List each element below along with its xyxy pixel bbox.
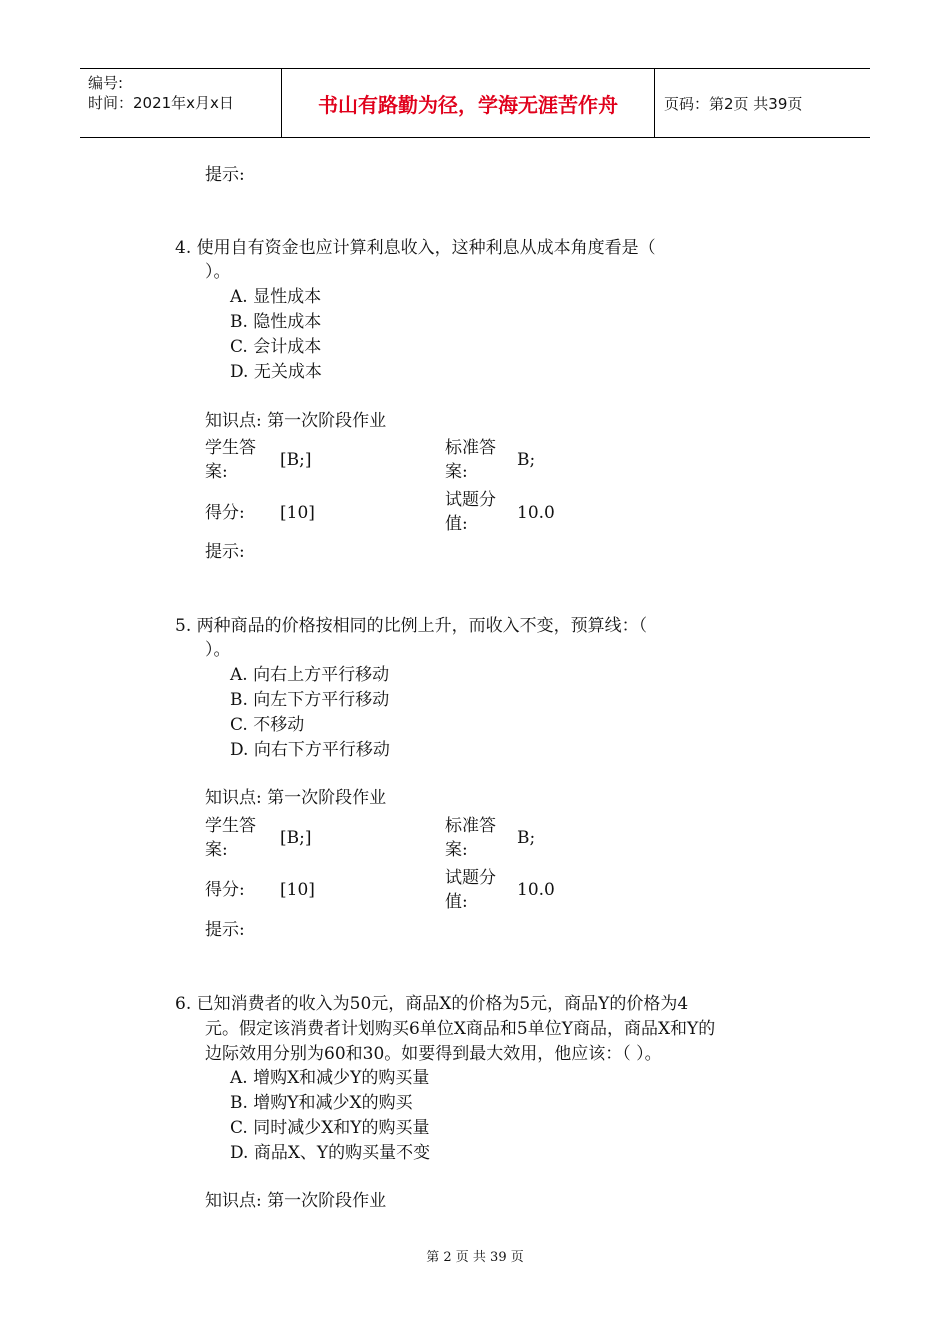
hint-label: 提示: [205,165,245,185]
page-footer: 第 2 页 共 39 页 [426,1250,524,1265]
score: [10] [280,503,315,523]
hint-label: 提示: [205,542,245,562]
question-text: 5. 两种商品的价格按相同的比例上升，而收入不变，预算线：（ [175,616,648,636]
student-answer-label: 学生答 [205,438,256,458]
question-text: 4. 使用自有资金也应计算利息收入，这种利息从成本角度看是（ [175,238,656,258]
standard-answer: B; [517,450,536,470]
score-label: 得分: [205,880,245,900]
option-c: C. 同时减少X和Y的购买量 [230,1118,430,1138]
score: [10] [280,880,315,900]
knowledge-point: 知识点: 第一次阶段作业 [205,788,387,808]
value-label: 试题分 [445,868,496,888]
time-label: 时间：2021年x月x日 [88,94,234,112]
option-b: B. 向左下方平行移动 [230,690,390,710]
option-b: B. 隐性成本 [230,312,322,332]
student-answer-label: 案: [205,462,228,482]
value-label: 值: [445,892,468,912]
standard-answer-label: 案: [445,840,468,860]
question-text: 边际效用分别为60和30。如要得到最大效用，他应该：（ ）。 [205,1044,662,1064]
header-divider [654,69,655,137]
student-answer: [B;] [280,828,312,848]
question-text: 元。假定该消费者计划购买6单位X商品和5单位Y商品，商品X和Y的 [205,1019,716,1039]
option-c: C. 会计成本 [230,337,322,357]
knowledge-point: 知识点: 第一次阶段作业 [205,411,387,431]
option-b: B. 增购Y和减少X的购买 [230,1093,413,1113]
standard-answer: B; [517,828,536,848]
question-text: 6. 已知消费者的收入为50元，商品X的价格为5元，商品Y的价格为4 [175,994,689,1014]
hint-label: 提示: [205,920,245,940]
question-value: 10.0 [517,503,555,523]
question-text: ）。 [205,262,231,282]
standard-answer-label: 标准答 [445,816,496,836]
page-header [80,68,870,138]
option-a: A. 显性成本 [230,287,322,307]
student-answer-label: 案: [205,840,228,860]
option-d: D. 商品X、Y的购买量不变 [230,1143,431,1163]
student-answer-label: 学生答 [205,816,256,836]
option-d: D. 向右下方平行移动 [230,740,390,760]
number-label: 编号: [88,74,124,92]
option-d: D. 无关成本 [230,362,322,382]
value-label: 值: [445,514,468,534]
option-a: A. 增购X和减少Y的购买量 [230,1068,430,1088]
standard-answer-label: 标准答 [445,438,496,458]
question-value: 10.0 [517,880,555,900]
option-c: C. 不移动 [230,715,305,735]
question-text: ）。 [205,640,231,660]
header-motto: 书山有路勤为径，学海无涯苦作舟 [318,92,618,117]
student-answer: [B;] [280,450,312,470]
header-page-info: 页码：第2页 共39页 [664,94,803,113]
standard-answer-label: 案: [445,462,468,482]
header-left [88,73,234,113]
value-label: 试题分 [445,490,496,510]
score-label: 得分: [205,503,245,523]
option-a: A. 向右上方平行移动 [230,665,390,685]
knowledge-point: 知识点: 第一次阶段作业 [205,1191,387,1211]
